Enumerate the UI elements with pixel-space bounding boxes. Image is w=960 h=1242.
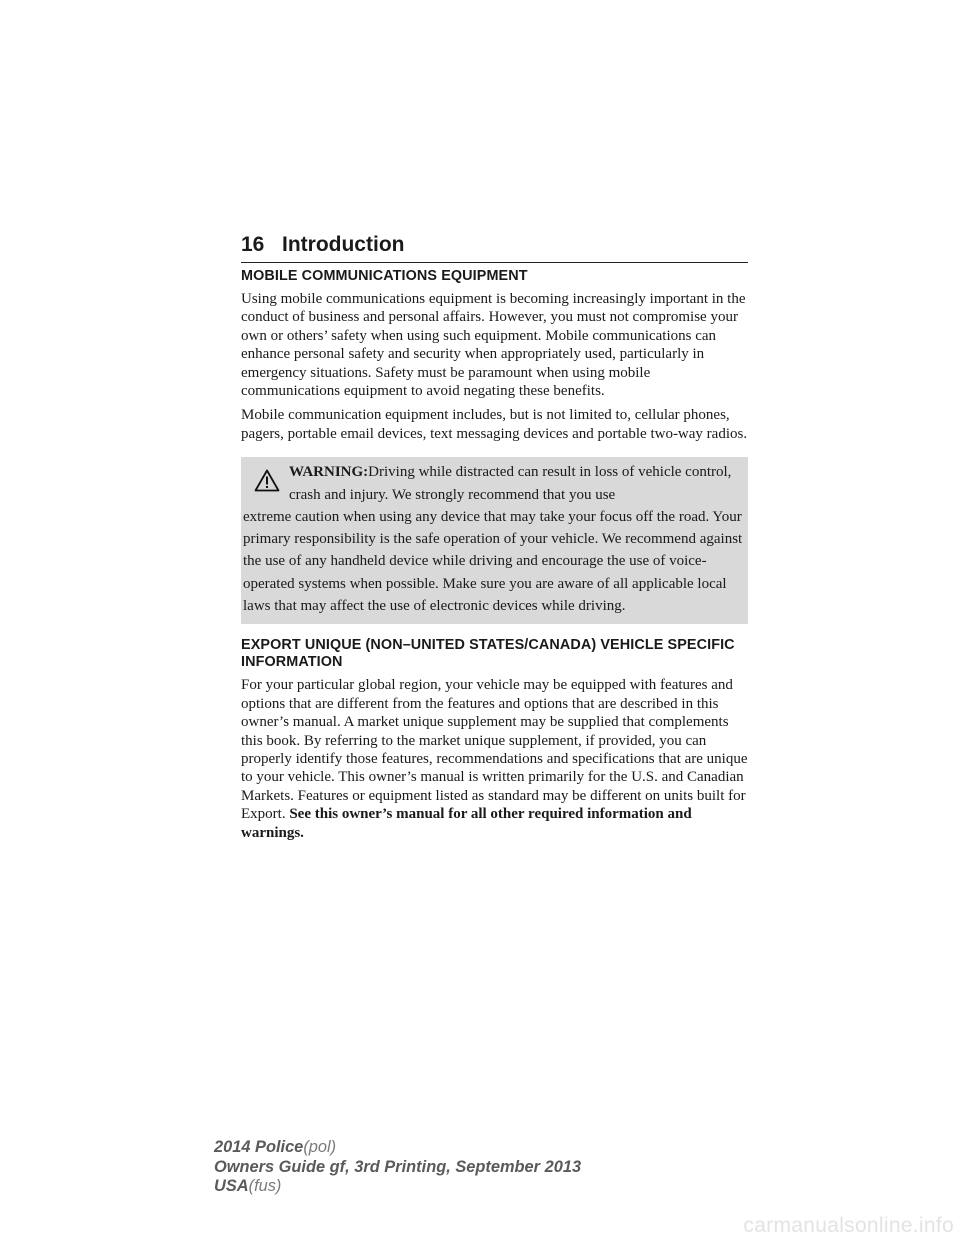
export-paragraph-bold: See this owner’s manual for all other required information and warnings. xyxy=(241,806,692,841)
footer-line-2 xyxy=(214,1158,581,1178)
footer-region-code: (fus) xyxy=(248,1177,282,1195)
footer-model-code: (pol) xyxy=(303,1138,337,1156)
footer-model: 2014 Police xyxy=(214,1138,304,1156)
print-footer xyxy=(214,1138,581,1197)
warning-text-rest: extreme caution when using any device that may take your focus off the road. Your primary responsibility is the safe operation of your vehicle. We recommend against the use of any handheld device while driving and encourage the use of voice-operated systems when possible. Make sure you are aware of all applicable local laws that may affect the use of electronic devices while driving. xyxy=(243,508,743,615)
footer-region: USA xyxy=(214,1177,249,1195)
page-number: 16 xyxy=(241,233,265,256)
warning-first-lines xyxy=(243,461,743,506)
chapter-title: Introduction xyxy=(282,233,405,256)
section-heading-export: EXPORT UNIQUE (NON–UNITED STATES/CANADA) VEHICLE SPECIFIC INFORMATION xyxy=(241,637,735,671)
watermark: carmanualsonline.info xyxy=(743,1214,954,1237)
warning-text-first: Driving while distracted can result in loss of vehicle control, crash and injury. We strongly recommend that you use xyxy=(289,464,732,503)
page-header xyxy=(241,230,748,263)
footer-line-3 xyxy=(214,1177,581,1197)
export-paragraph xyxy=(241,676,748,842)
footer-line-1 xyxy=(214,1138,581,1158)
export-paragraph-text: For your particular global region, your vehicle may be equipped with features and options that are different from the features and options that are described in this owner’s manual. A market unique supplement may be supplied that complements this book. By referring to the market unique supplement, if provided, you can properly identify those features, recommendations and specifications that are unique to your vehicle. This owner’s manual is written primarily for the U.S. and Canadian Markets. Features or equipment listed as standard may be different on units built for Export. xyxy=(241,677,748,823)
warning-box xyxy=(241,457,748,624)
mobile-paragraph-2: Mobile communication equipment includes, but is not limited to, cellular phones, pagers, portable email devices, text messaging devices and portable two-way radios. xyxy=(241,407,748,442)
footer-printing: Owners Guide gf, 3rd Printing, September 2013 xyxy=(214,1157,582,1176)
warning-label: WARNING: xyxy=(289,464,369,481)
page-content xyxy=(241,268,748,848)
section-heading-mobile: MOBILE COMMUNICATIONS EQUIPMENT xyxy=(241,268,528,284)
mobile-paragraph-1: Using mobile communications equipment is becoming increasingly important in the conduct of business and personal affairs. However, you must not compromise your own or others’ safety when using such equipment. Mobile communications can enhance personal safety and security when appropriately used, particularly in emergency situations. Safety must be paramount when using mobile communications equipment to avoid negating these benefits. xyxy=(241,291,746,400)
warning-triangle-icon xyxy=(254,469,280,492)
